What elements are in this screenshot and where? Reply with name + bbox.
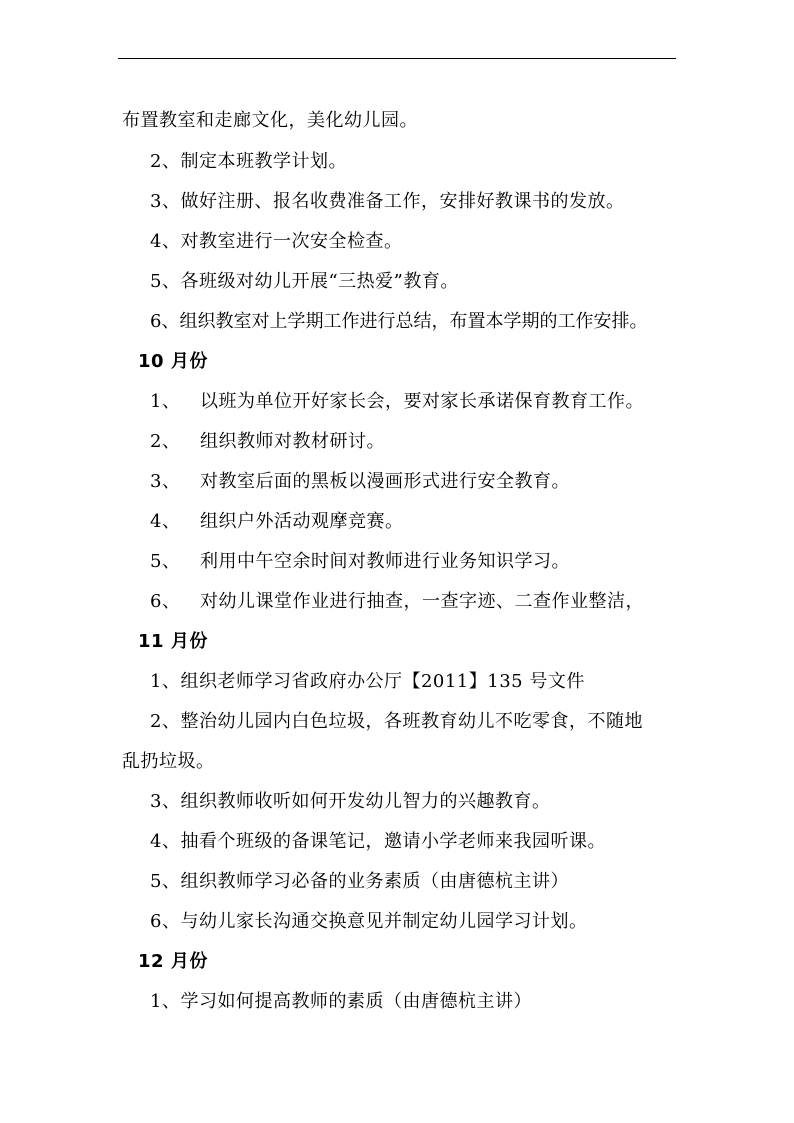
list-item	[150, 510, 404, 534]
list-item	[150, 550, 570, 574]
section-heading-november: 11 月份	[138, 631, 208, 652]
list-item: 4、抽看个班级的备课笔记，邀请小学老师来我园听课。	[150, 831, 606, 852]
section-heading-december: 12 月份	[138, 951, 208, 972]
item-number: 3、	[150, 471, 181, 492]
list-item-continuation: 乱扔垃圾。	[122, 751, 215, 772]
list-item: 5、各班级对幼儿开展“三热爱”教育。	[150, 271, 459, 292]
list-item: 1、学习如何提高教师的素质（由唐德杭主讲）	[150, 991, 532, 1012]
list-item: 2、整治幼儿园内白色垃圾，各班教育幼儿不吃零食，不随地	[150, 711, 643, 732]
item-number: 5、	[150, 551, 181, 572]
list-item	[150, 470, 570, 494]
list-item: 6、与幼儿家长沟通交换意见并制定幼儿园学习计划。	[150, 911, 588, 932]
list-item: 3、组织教师收听如何开发幼儿智力的兴趣教育。	[150, 791, 551, 812]
list-item	[150, 590, 644, 614]
item-text: 对幼儿课堂作业进行抽查，一查字迹、二查作业整洁，	[200, 591, 644, 612]
item-number: 2、	[150, 431, 181, 452]
list-item	[150, 430, 385, 454]
header-rule	[118, 58, 676, 59]
item-text: 对教室后面的黑板以漫画形式进行安全教育。	[200, 471, 570, 492]
item-text: 组织教师对教材研讨。	[200, 431, 385, 452]
item-text: 利用中午空余时间对教师进行业务知识学习。	[200, 551, 570, 572]
item-text: 以班为单位开好家长会，要对家长承诺保育教育工作。	[200, 391, 644, 412]
section-heading-october: 10 月份	[138, 351, 208, 372]
list-item: 2、制定本班教学计划。	[150, 151, 347, 172]
list-item: 1、组织老师学习省政府办公厅【2011】135 号文件	[150, 671, 585, 692]
item-number: 4、	[150, 511, 181, 532]
list-item: 3、做好注册、报名收费准备工作，安排好教课书的发放。	[150, 191, 625, 212]
item-number: 1、	[150, 391, 181, 412]
paragraph-line: 布置教室和走廊文化，美化幼儿园。	[122, 110, 418, 131]
list-item: 4、对教室进行一次安全检查。	[150, 231, 403, 252]
item-number: 6、	[150, 591, 181, 612]
list-item: 5、组织教师学习必备的业务素质（由唐德杭主讲）	[150, 871, 569, 892]
list-item	[150, 390, 644, 414]
list-item: 6、组织教室对上学期工作进行总结，布置本学期的工作安排。	[150, 311, 648, 332]
item-text: 组织户外活动观摩竞赛。	[200, 511, 404, 532]
